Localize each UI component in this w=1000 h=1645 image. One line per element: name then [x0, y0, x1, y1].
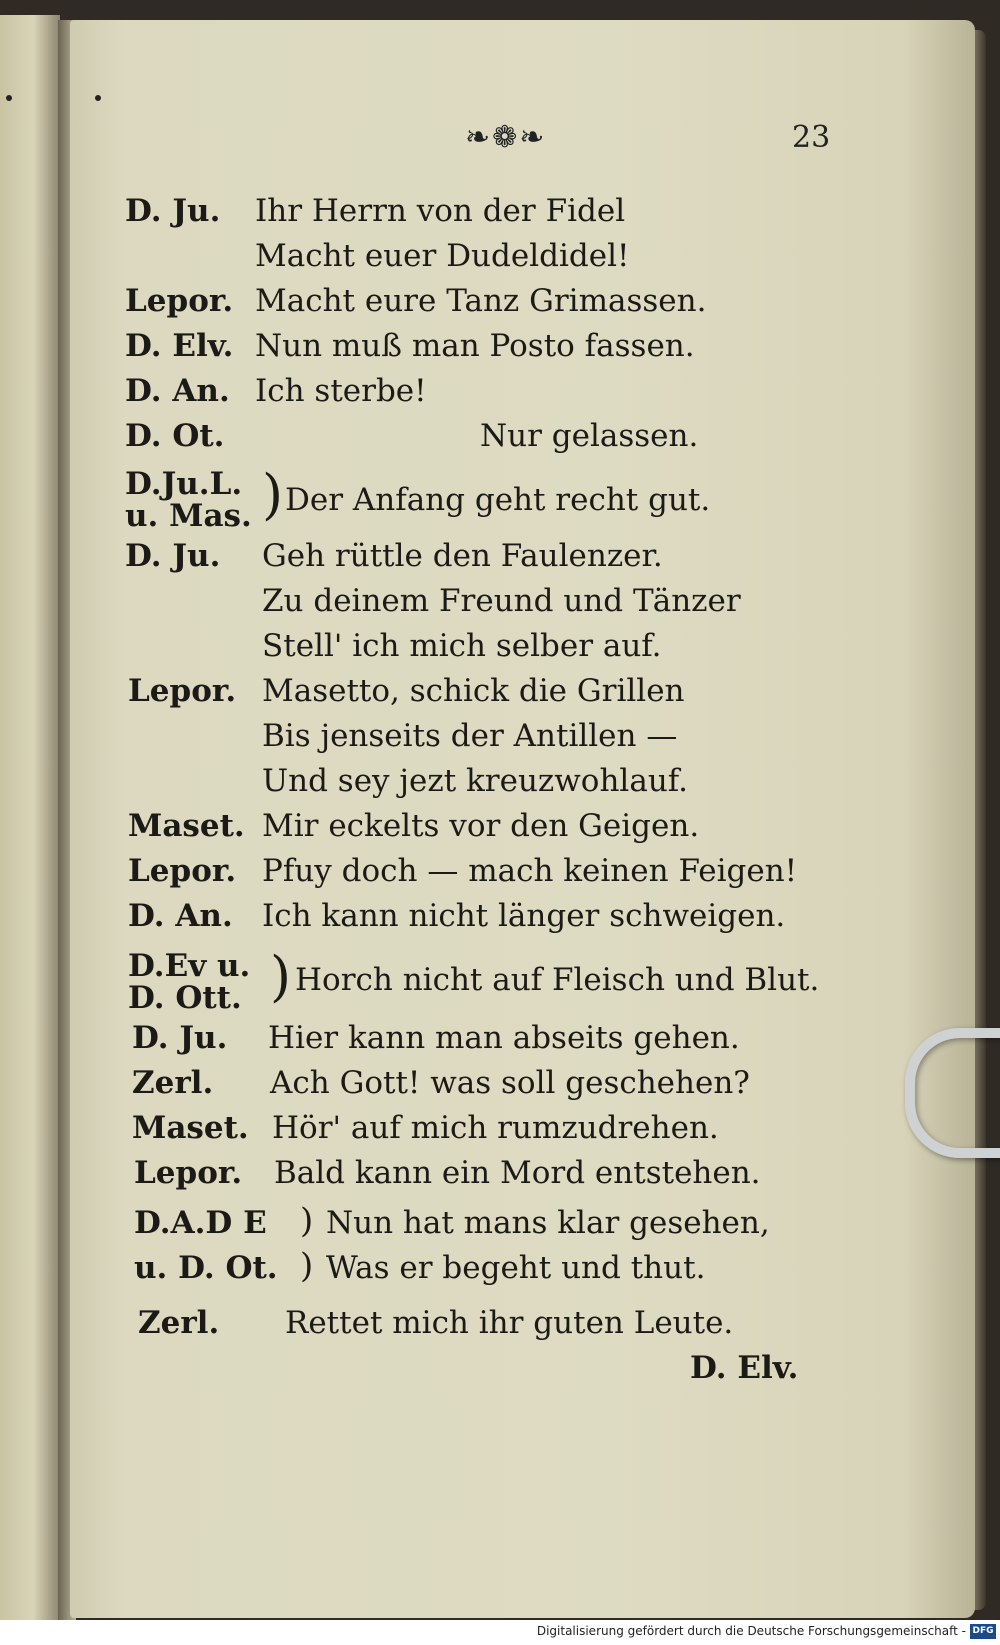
speaker-label: D. An.: [125, 373, 230, 409]
line-text: Mir eckelts vor den Geigen.: [262, 808, 700, 844]
line-text: Masetto, schick die Grillen: [262, 673, 685, 709]
line-text: Horch nicht auf Fleisch und Blut.: [295, 962, 820, 998]
line-text: Was er begeht und thut.: [326, 1250, 706, 1286]
dialogue-line: [0, 945, 1000, 1018]
speaker-label: D.Ev u.: [128, 948, 251, 984]
line-text: Hör' auf mich rumzudrehen.: [272, 1110, 719, 1146]
page-number: 23: [792, 120, 831, 155]
digitization-footer: [0, 1620, 1000, 1645]
dialogue-line: [0, 898, 1000, 944]
speaker-label: D. Ju.: [132, 1020, 228, 1056]
dialogue-line: [0, 583, 1000, 629]
line-text: Zu deinem Freund und Tänzer: [262, 583, 741, 619]
speaker-label: D. Ot.: [125, 418, 225, 454]
ink-dot: [95, 95, 101, 101]
page-clip: [905, 1028, 1000, 1158]
speaker-label: D. Elv.: [125, 328, 234, 364]
dialogue-line: [0, 418, 1000, 464]
dialogue-line: [0, 673, 1000, 719]
speaker-label: Lepor.: [125, 283, 234, 319]
dialogue-line: [0, 538, 1000, 584]
speaker-label: u. D. Ot.: [134, 1250, 278, 1286]
dialogue-line: [0, 1065, 1000, 1111]
dialogue-line: [0, 1155, 1000, 1201]
dialogue-line: [0, 628, 1000, 674]
header-ornament: ❧❁❧: [465, 120, 547, 155]
line-text: Bis jenseits der Antillen —: [262, 718, 678, 754]
bracket: ): [300, 1201, 314, 1241]
speaker-label: Zerl.: [132, 1065, 214, 1101]
speaker-label-second: D. Ott.: [128, 980, 242, 1016]
dialogue-line: [0, 1020, 1000, 1066]
speaker-label: Lepor.: [128, 673, 237, 709]
speaker-label: Maset.: [128, 808, 245, 844]
line-text: Der Anfang geht recht gut.: [285, 482, 711, 518]
dialogue-line: [0, 238, 1000, 284]
speaker-label: Maset.: [132, 1110, 249, 1146]
line-text: Nun muß man Posto fassen.: [255, 328, 695, 364]
speaker-label-second: u. Mas.: [125, 498, 252, 534]
dialogue-line: [0, 463, 1000, 536]
line-text: Ihr Herrn von der Fidel: [255, 193, 626, 229]
speaker-label: D.Ju.L.: [125, 466, 243, 502]
dialogue-line: [0, 328, 1000, 374]
line-text: Macht euer Dudeldidel!: [255, 238, 630, 274]
catchword: [0, 1350, 1000, 1396]
footer-credit: Digitalisierung gefördert durch die Deutsche Forschungsgemeinschaft -: [536, 1624, 966, 1638]
dialogue-line: [0, 373, 1000, 419]
dialogue-line: [0, 718, 1000, 764]
line-text: Rettet mich ihr guten Leute.: [285, 1305, 734, 1341]
bracket: ): [270, 945, 292, 1008]
line-text: Und sey jezt kreuzwohlauf.: [262, 763, 689, 799]
speaker-label: D.A.D E: [134, 1205, 267, 1241]
line-text: Ich kann nicht länger schweigen.: [262, 898, 786, 934]
line-text: Stell' ich mich selber auf.: [262, 628, 662, 664]
dialogue-line: [0, 1201, 1000, 1251]
line-text: Ich sterbe!: [255, 373, 427, 409]
dfg-logo: DFG: [970, 1624, 996, 1639]
dialogue-line: [0, 1305, 1000, 1351]
dialogue-line: [0, 283, 1000, 329]
dialogue-line: [0, 853, 1000, 899]
bracket: ): [300, 1246, 314, 1286]
speaker-label: D. Ju.: [125, 538, 221, 574]
line-text: Hier kann man abseits gehen.: [268, 1020, 740, 1056]
dialogue-line: [0, 1110, 1000, 1156]
speaker-label: Lepor.: [128, 853, 237, 889]
line-text: Nur gelassen.: [480, 418, 699, 454]
line-text: Bald kann ein Mord entstehen.: [274, 1155, 761, 1191]
dialogue-line: [0, 193, 1000, 239]
speaker-label: D. Ju.: [125, 193, 221, 229]
catchword-text: D. Elv.: [690, 1350, 799, 1386]
dialogue-line: [0, 763, 1000, 809]
line-text: Geh rüttle den Faulenzer.: [262, 538, 663, 574]
speaker-label: Zerl.: [138, 1305, 220, 1341]
bracket: ): [262, 463, 284, 526]
line-text: Macht eure Tanz Grimassen.: [255, 283, 707, 319]
dialogue-line: [0, 808, 1000, 854]
speaker-label: Lepor.: [134, 1155, 243, 1191]
speaker-label: D. An.: [128, 898, 233, 934]
line-text: Ach Gott! was soll geschehen?: [270, 1065, 750, 1101]
dialogue-line: [0, 1246, 1000, 1296]
ink-dot: [6, 95, 12, 101]
line-text: Nun hat mans klar gesehen,: [326, 1205, 770, 1241]
line-text: Pfuy doch — mach keinen Feigen!: [262, 853, 798, 889]
